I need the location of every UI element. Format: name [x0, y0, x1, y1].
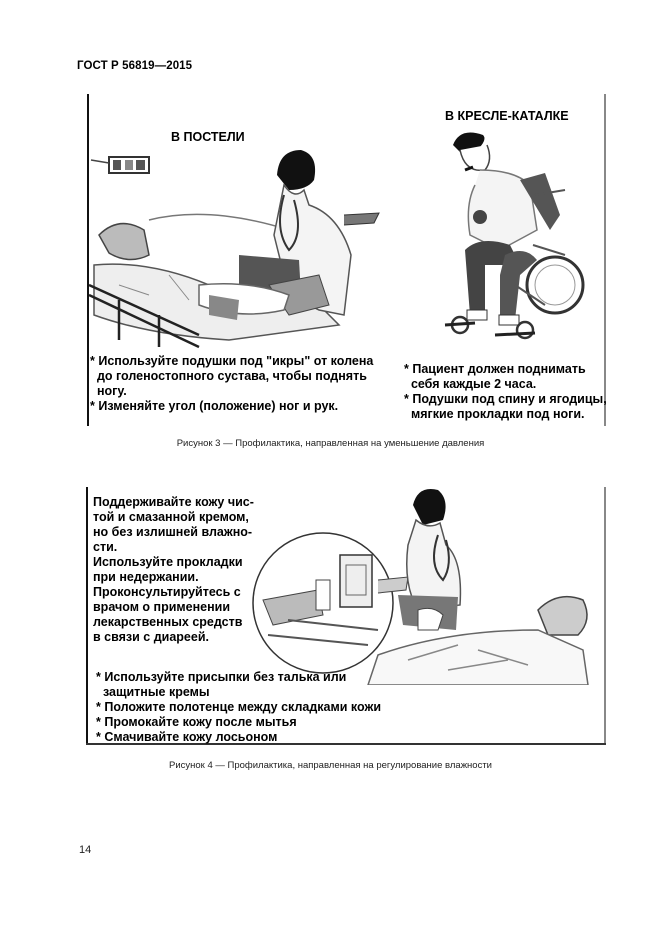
wheelchair-bullet: * Подушки под спину и ягодицы,	[404, 392, 607, 406]
figure-4-left-border	[86, 487, 88, 745]
skin-care-bullet: защитные кремы	[96, 685, 210, 699]
intro-line: в связи с диареей.	[93, 630, 209, 644]
figure-4-right-border	[604, 487, 606, 745]
figure-3-caption: Рисунок 3 — Профилактика, направленная на уменьшение давления	[176, 438, 485, 449]
bed-bullet: ногу.	[90, 384, 127, 398]
figure-4-caption: Рисунок 4 — Профилактика, направленная на регулирование влажности	[169, 760, 492, 771]
intro-line: той и смазанной кремом,	[93, 510, 249, 524]
wheelchair-bullet: * Пациент должен поднимать	[404, 362, 586, 376]
heading-in-bed: В ПОСТЕЛИ	[171, 130, 245, 144]
page-number: 14	[79, 844, 92, 856]
skin-care-bullet: * Промокайте кожу после мытья	[96, 715, 297, 729]
skin-care-intro	[93, 495, 254, 645]
wheelchair-illustration	[425, 125, 585, 345]
bed-illustration	[89, 135, 389, 350]
intro-line: Проконсультируйтесь с	[93, 585, 241, 599]
intro-line: сти.	[93, 540, 118, 554]
skin-care-bullet: * Положите полотенце между складками кожи	[96, 700, 382, 714]
figure-3	[0, 0, 661, 460]
bed-bullet: * Используйте подушки под "икры" от колена	[90, 354, 374, 368]
intro-line: врачом о применении	[93, 600, 231, 614]
skin-care-illustration	[248, 485, 603, 685]
wheelchair-bullet: мягкие прокладки под ноги.	[404, 407, 585, 421]
heading-in-wheelchair: В КРЕСЛЕ-КАТАЛКЕ	[445, 109, 569, 123]
intro-line: Поддерживайте кожу чис-	[93, 495, 254, 509]
intro-line: Используйте прокладки	[93, 555, 243, 569]
bed-bullet: * Изменяйте угол (положение) ног и рук.	[90, 399, 339, 413]
wheelchair-bullet-list	[404, 362, 607, 422]
bed-bullet-list	[90, 354, 373, 414]
skin-care-bullet-list	[96, 670, 381, 745]
bed-bullet: до голеностопного сустава, чтобы поднять	[90, 369, 367, 383]
wheelchair-bullet: себя каждые 2 часа.	[404, 377, 537, 391]
intro-line: но без излишней влажно-	[93, 525, 253, 539]
skin-care-bullet: * Смачивайте кожу лосьоном	[96, 730, 278, 744]
document-header: ГОСТ Р 56819—2015	[77, 60, 193, 72]
intro-line: при недержании.	[93, 570, 199, 584]
intro-line: лекарственных средств	[93, 615, 243, 629]
figure-4	[0, 470, 661, 780]
skin-care-bullet: * Используйте присыпки без талька или	[96, 670, 347, 684]
